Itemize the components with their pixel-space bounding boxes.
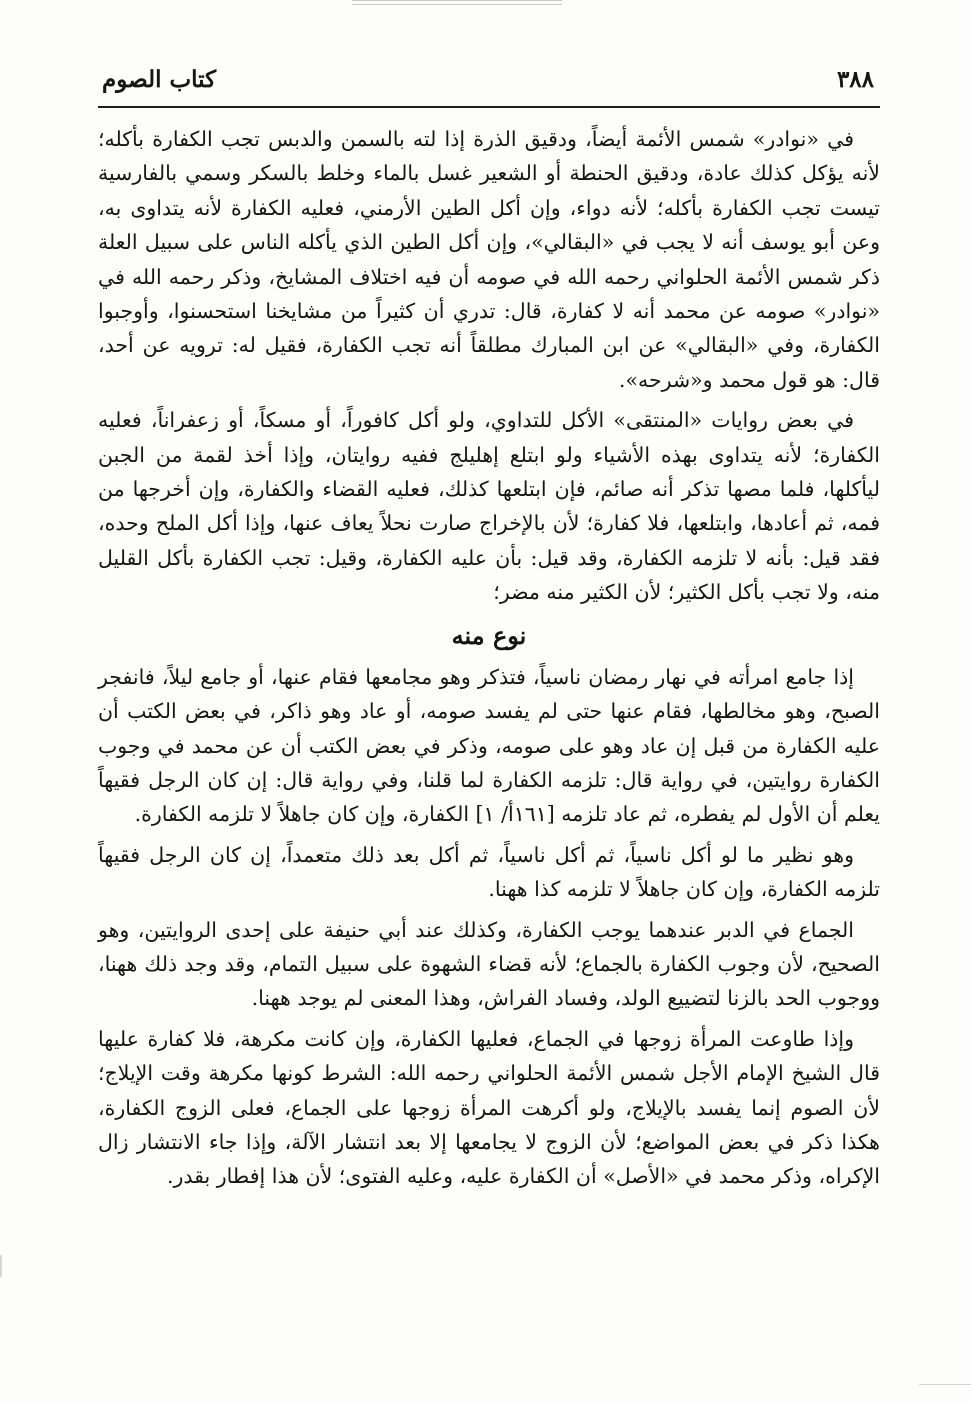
- running-title: كتاب الصوم: [102, 66, 217, 93]
- paragraph: وإذا طاوعت المرأة زوجها في الجماع، فعليها الكفارة، وإن كانت مكرهة، فلا كفارة عليها قال الشيخ الإمام الأجل شمس الأئمة الحلواني رحمه الله: الشرط كونها مكرهة وقت الإيلاج؛ لأن الصوم إنما يفسد بالإيلاج، ولو أكرهت المرأة زوجها على الجماع، فعلى الزوج الكفارة، هكذا ذكر في بعض المواضع؛ لأن الزوج لا يجامعها إلا بعد انتشار الآلة، وإذا جاء الانتشار زال الإكراه، وذكر محمد في «الأصل» أن الكفارة عليه، وعليه الفتوى؛ لأن هذا إفطار بقدر.: [98, 1026, 880, 1189]
- scan-edge-mark: [919, 1384, 971, 1385]
- scan-edge-mark: [0, 1255, 2, 1277]
- paragraph: في بعض روايات «المنتقى» الأكل للتداوي، ولو أكل كافوراً، أو مسكاً، أو زعفراناً، فعليه الكفارة؛ لأنه يتداوى بهذه الأشياء ولو ابتلع إهليلج ففيه روايتان، وإذا أخذ لقمة من الجبن ليأكلها، فلما مصها تذكر أنه صائم، فإن ابتلعها كذلك، فعليه القضاء والكفارة، وإن أخرجها من فمه، ثم أعادها، وابتلعها، فلا كفارة؛ لأن بالإخراج صارت نحلاً يعاف عنها، وإذا أكل الملح وحده، فقد قيل: بأنه لا تلزمه الكفارة، وقد قيل: بأن عليه الكفارة، وقيل: تجب الكفارة بأكل القليل منه، ولا تجب بأكل الكثير؛ لأن الكثير منه مضر؛: [98, 408, 880, 605]
- page-header: [98, 60, 880, 108]
- page-body: [98, 122, 880, 1200]
- paragraph: إذا جامع امرأته في نهار رمضان ناسياً، فتذكر وهو مجامعها فقام عنها، أو جامع ليلاً، فانفجر الصبح، وهو مخالطها، فقام عنها حتى لم يفسد صومه، أو عاد وهو ذاكر، في بعض الكتب أن عليه الكفارة من قبل إن عاد وهو على صومه، وذكر في بعض الكتب أن عن محمد في وجوب الكفارة روايتين، في رواية قال: تلزمه الكفارة لما قلنا، وفي رواية قال: إن كان الرجل فقيهاً يعلم أن الأول لم يفطره، ثم عاد تلزمه [١٦١أ/ ١] الكفارة، وإن كان جاهلاً لا تلزمه الكفارة.: [98, 664, 880, 827]
- scan-edge-mark: [352, 0, 562, 5]
- paragraph: في «نوادر» شمس الأئمة أيضاً، ودقيق الذرة إذا لته بالسمن والدبس تجب الكفارة بأكله؛ لأنه يؤكل كذلك عادة، ودقيق الحنطة أو الشعير غسل بالماء وخلط بالسكر وسمي بالفارسية تيست تجب الكفارة بأكله؛ لأنه دواء، وإن أكل الطين الأرمني، فعليه الكفارة لأنه يتداوى به، وعن أبو يوسف أنه لا يجب في «البقالي»، وإن أكل الطين الذي يأكله الناس على سبيل العلة ذكر شمس الأئمة الحلواني رحمه الله في صومه أن فيه اختلاف المشايخ، وذكر رحمه الله في «نوادر» صومه عن محمد أنه لا كفارة، قال: تدري أن كثيراً من مشايخنا استحسنوا، وأوجبوا الكفارة، وفي «البقالي» عن ابن المبارك مطلقاً أنه تجب الكفارة، فقيل له: ترويه عن أحد، قال: هو قول محمد و«شرحه».: [98, 127, 880, 392]
- page-number: ٣٨٨: [836, 66, 874, 93]
- paragraph: الجماع في الدبر عندهما يوجب الكفارة، وكذلك عند أبي حنيفة على إحدى الروايتين، وهو الصحيح، لأن وجوب الكفارة بالجماع؛ لأنه قضاء الشهوة على سبيل التمام، وقد وجد ذلك ههنا، ووجوب الحد بالزنا لتضييع الولد، وفساد الفراش، وهذا المعنى لم يوجد ههنا.: [98, 917, 880, 1011]
- section-heading: نوع منه: [451, 620, 527, 650]
- paragraph: وهو نظير ما لو أكل ناسياً، ثم أكل ناسياً، ثم أكل بعد ذلك متعمداً، إن كان الرجل فقيهاً تلزمه الكفارة، وإن كان جاهلاً لا تلزمه كذا ههنا.: [98, 842, 880, 902]
